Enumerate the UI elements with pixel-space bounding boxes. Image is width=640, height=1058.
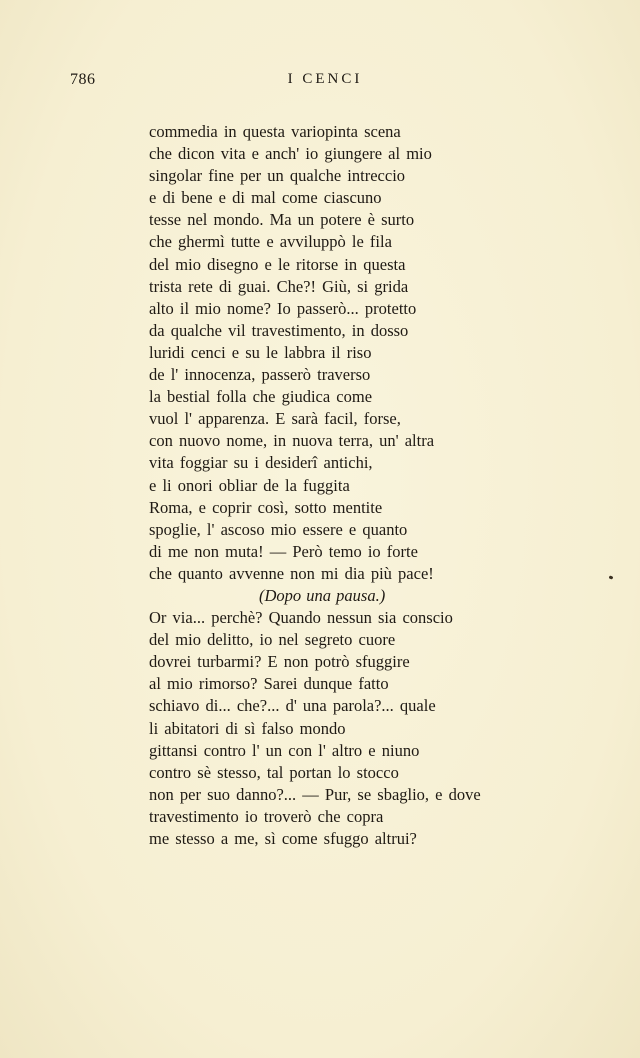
verse-line: travestimento io troverò che copra [149,806,384,826]
stage-direction: (Dopo una pausa.) [259,585,386,605]
verse-line: tesse nel mondo. Ma un potere è surto [149,210,415,230]
page-number: 786 [70,71,96,88]
verse-line: spoglie, l' ascoso mio essere e quanto [149,519,408,539]
running-title: I CENCI [287,71,363,87]
verse-line: Or via... perchè? Quando nessun sia conscio [149,608,453,628]
verse-line: che quanto avvenne non mi dia più pace! [149,563,434,583]
verse-line: al mio rimorso? Sarei dunque fatto [149,674,389,694]
verse-line: gittansi contro l' un con l' altro e niuno [149,740,420,760]
verse-line: Roma, e coprir così, sotto mentite [149,497,383,517]
verse-line: con nuovo nome, in nuova terra, un' altra [149,431,435,451]
verse-block [149,121,529,850]
verse-line: vita foggiar su i desiderî antichi, [149,453,373,473]
verse-line: luridi cenci e su le labbra il riso [149,342,372,362]
verse-line: di me non muta! — Però temo io forte [149,541,418,561]
verse-line: la bestial folla che giudica come [149,387,373,407]
verse-line: del mio disegno e le ritorse in questa [149,254,406,274]
verse-line: non per suo danno?... — Pur, se sbaglio, e dove [149,784,481,804]
verse-line: singolar fine per un qualche intreccio [149,166,406,186]
verse-line: trista rete di guai. Che?! Giù, si grida [149,276,409,296]
verse-line: alto il mio nome? Io passerò... protetto [149,298,417,318]
verse-line: me stesso a me, sì come sfuggo altrui? [149,829,417,848]
verse-line: contro sè stesso, tal portan lo stocco [149,762,399,782]
verse-line: vuol l' apparenza. E sarà facil, forse, [149,409,401,429]
verse-line: de l' innocenza, passerò traverso [149,365,371,385]
verse-line: e di bene e di mal come ciascuno [149,188,382,208]
verse-line: che ghermì tutte e avviluppò le fila [149,232,392,252]
verse-line: che dicon vita e anch' io giungere al mio [149,144,432,164]
verse-line: li abitatori di sì falso mondo [149,718,346,738]
verse-line: del mio delitto, io nel segreto cuore [149,630,396,650]
verse-line: e li onori obliar de la fuggita [149,475,350,495]
ink-speck [609,575,614,579]
verse-line: schiavo di... che?... d' una parola?... quale [149,696,436,716]
verse-line: da qualche vil travestimento, in dosso [149,320,409,340]
verse-line: commedia in questa variopinta scena [149,122,401,141]
verse-line: dovrei turbarmi? E non potrò sfuggire [149,652,410,672]
